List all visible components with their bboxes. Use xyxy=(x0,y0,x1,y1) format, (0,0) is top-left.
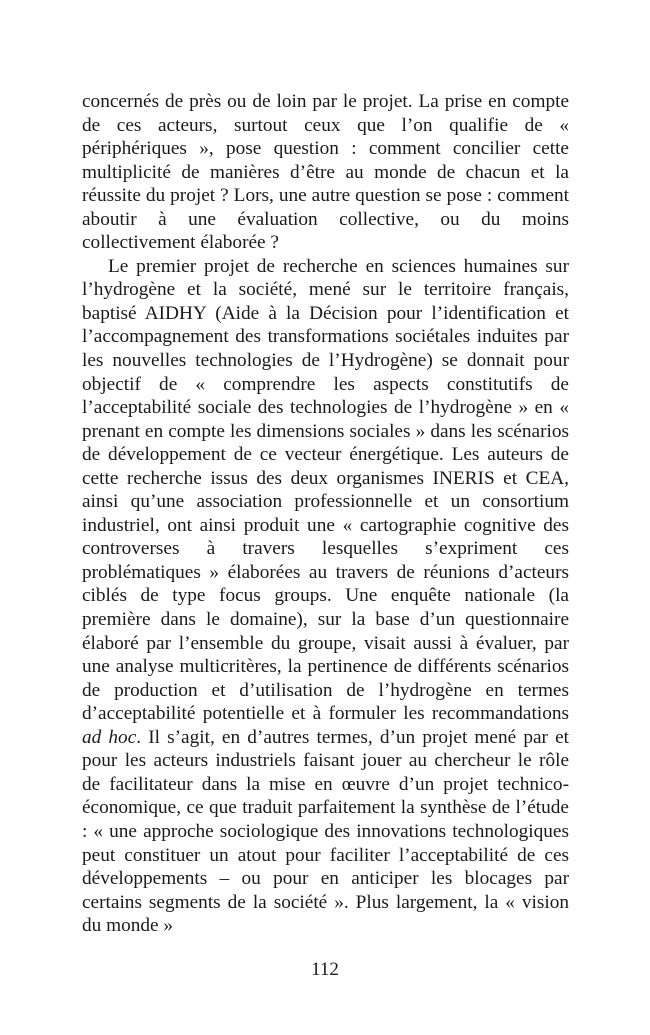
page-body xyxy=(82,90,569,938)
italic-ad-hoc: ad hoc xyxy=(82,726,137,748)
paragraph-aidhy-project xyxy=(82,255,569,938)
paragraph-continued: concernés de près ou de loin par le projet. La prise en compte de ces acteurs, surtout ceux que l’on qualifie de « périphériques », pose question : comment concilier cette multiplicité de manières d’être au monde de chacun et la réussite du projet ? Lors, une autre question se pose : comment aboutir à une évaluation collective, ou du moins collectivement élaborée ? xyxy=(82,91,569,254)
paragraph-text-end: . Il s’agit, en d’autres termes, d’un projet mené par et pour les acteurs industriels faisant jouer au chercheur le rôle de facilitateur dans la mise en œuvre d’un projet technico-économique, ce que traduit parfaitement la synthèse de l’étude : « une approche sociologique des innovations technologiques peut constituer un atout pour faciliter l’acceptabilité de ces développements – ou pour en anticiper les blocages par certains segments de la société ». Plus largement, la « vision du monde » xyxy=(82,726,569,937)
paragraph-text-start: Le premier projet de recherche en sciences humaines sur l’hydrogène et la société, mené sur le territoire français, baptisé AIDHY (Aide à la Décision pour l’identification et l’accompagnement des transformations sociétales induites par les nouvelles technologies de l’Hydrogène) se donnait pour objectif de « comprendre les aspects constitutifs de l’acceptabilité sociale des technologies de l’hydrogène » en « prenant en compte les dimensions sociales » dans les scénarios de développement de ce vecteur énergétique. Les auteurs de cette recherche issus des deux organismes INERIS et CEA, ainsi qu’une association professionnelle et un consortium industriel, ont ainsi produit une « cartographie cognitive des controverses à travers lesquelles s’expriment ces problématiques » élaborées au travers de réunions d’acteurs ciblés de type focus groups. Une enquête nationale (la première dans le domaine), sur la base d’un questionnaire élaboré par l’ensemble du groupe, visait aussi à évaluer, par une analyse multicritères, la pertinence de différents scénarios de production et d’utilisation de l’hydrogène en termes d’acceptabilité potentielle et à formuler les recommandations xyxy=(82,255,569,725)
page-number: 112 xyxy=(311,959,339,980)
